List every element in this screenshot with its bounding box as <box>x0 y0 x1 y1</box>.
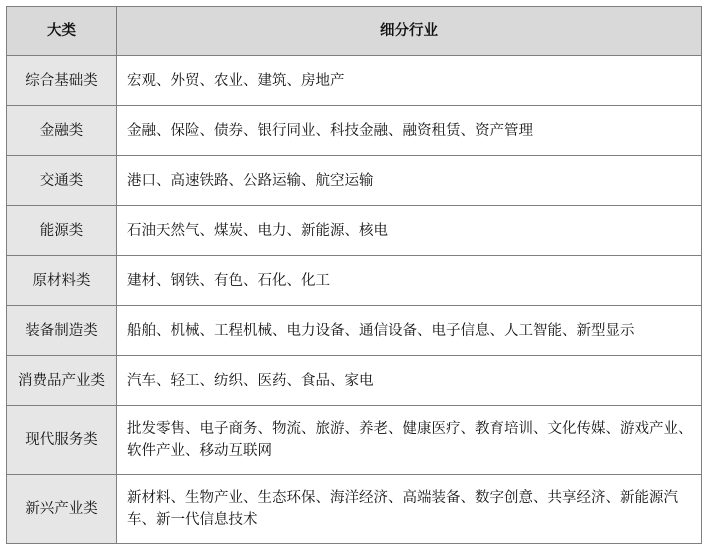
table-row <box>7 256 702 306</box>
header-category: 大类 <box>7 7 117 56</box>
header-industries: 细分行业 <box>117 7 702 56</box>
category-cell: 现代服务类 <box>7 406 117 475</box>
header-row <box>7 7 702 56</box>
table-row <box>7 475 702 544</box>
category-cell: 综合基础类 <box>7 56 117 106</box>
table-row <box>7 356 702 406</box>
table-row <box>7 106 702 156</box>
industries-cell: 汽车、轻工、纺织、医药、食品、家电 <box>117 356 702 406</box>
industries-cell: 建材、钢铁、有色、石化、化工 <box>117 256 702 306</box>
category-cell: 新兴产业类 <box>7 475 117 544</box>
industry-classification-table <box>6 6 702 544</box>
table-row <box>7 206 702 256</box>
industries-cell: 石油天然气、煤炭、电力、新能源、核电 <box>117 206 702 256</box>
category-cell: 能源类 <box>7 206 117 256</box>
category-cell: 装备制造类 <box>7 306 117 356</box>
table-row <box>7 406 702 475</box>
table-row <box>7 56 702 106</box>
industries-cell: 港口、高速铁路、公路运输、航空运输 <box>117 156 702 206</box>
table-row <box>7 156 702 206</box>
category-cell: 交通类 <box>7 156 117 206</box>
category-cell: 消费品产业类 <box>7 356 117 406</box>
industries-cell: 新材料、生物产业、生态环保、海洋经济、高端装备、数字创意、共享经济、新能源汽车、新一代信息技术 <box>117 475 702 544</box>
table-row <box>7 306 702 356</box>
category-cell: 原材料类 <box>7 256 117 306</box>
industries-cell: 金融、保险、债券、银行同业、科技金融、融资租赁、资产管理 <box>117 106 702 156</box>
industries-cell: 批发零售、电子商务、物流、旅游、养老、健康医疗、教育培训、文化传媒、游戏产业、软件产业、移动互联网 <box>117 406 702 475</box>
industry-classification-table-wrapper <box>6 6 701 544</box>
category-cell: 金融类 <box>7 106 117 156</box>
industries-cell: 宏观、外贸、农业、建筑、房地产 <box>117 56 702 106</box>
industries-cell: 船舶、机械、工程机械、电力设备、通信设备、电子信息、人工智能、新型显示 <box>117 306 702 356</box>
